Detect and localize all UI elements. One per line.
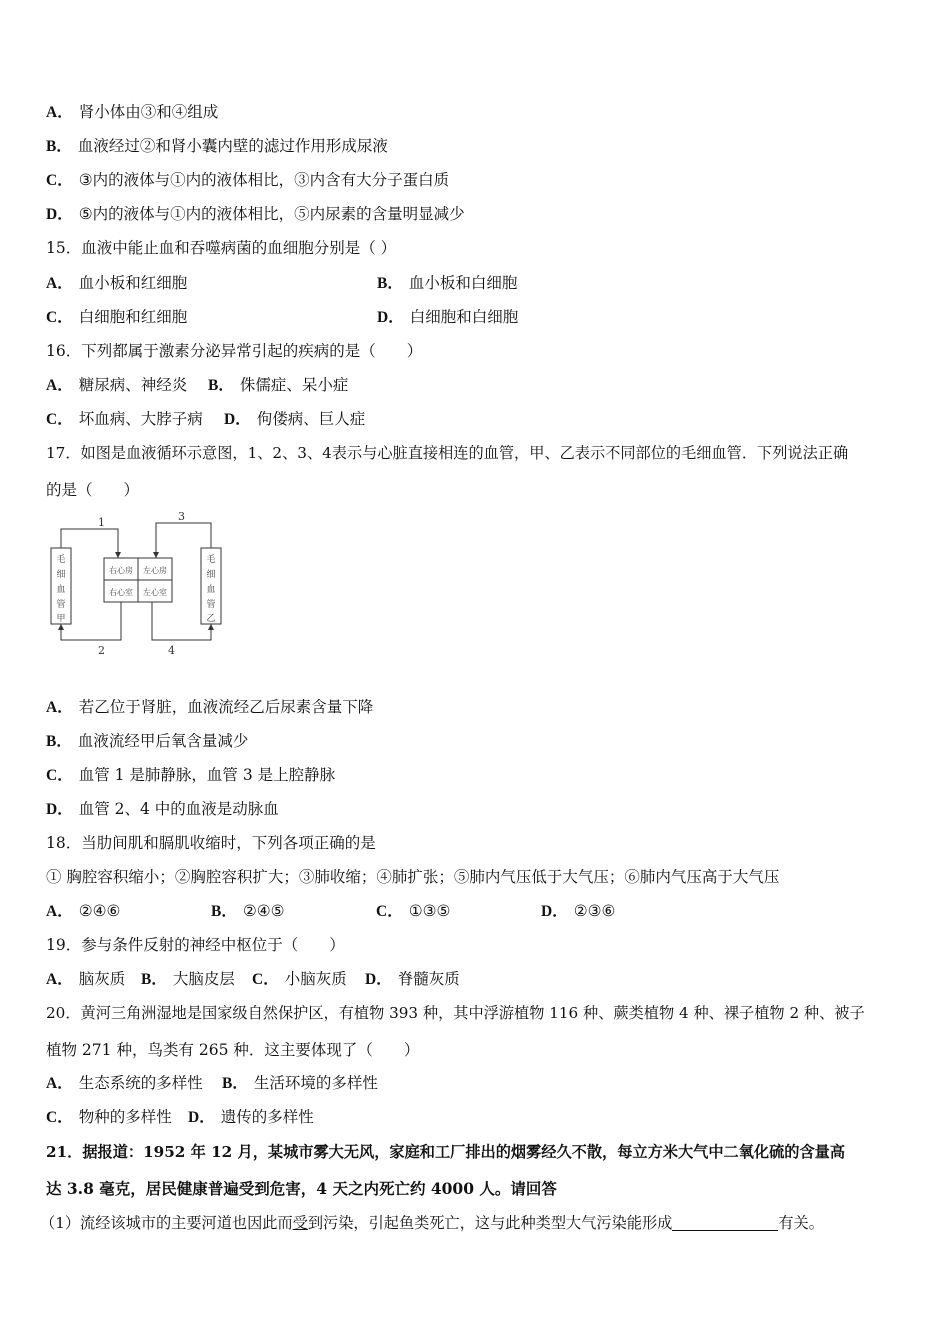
q21-sub1-underlined: 受	[292, 1214, 308, 1232]
q16-stem: 16．下列都属于激素分泌异常引起的疾病的是（ ）	[46, 342, 423, 360]
option-key: A．	[46, 104, 73, 121]
option-key: B．	[211, 903, 237, 920]
q21-sub1	[40, 1213, 824, 1233]
option-text: 小脑灰质	[284, 970, 347, 988]
capillary-yi-char-2: 细	[206, 570, 216, 580]
q18-items: ① 胸腔容积缩小；②胸腔容积扩大；③肺收缩；④肺扩张；⑤肺内气压低于大气压；⑥肺内气压高于大气压	[46, 868, 780, 886]
q19-option-d[interactable]	[365, 969, 460, 990]
vessel-label-4: 4	[168, 644, 175, 657]
q16-option-c[interactable]	[46, 409, 203, 430]
capillary-yi-char-5: 乙	[206, 614, 216, 624]
heart-left-atrium: 左心房	[143, 566, 167, 575]
option-key: D．	[46, 801, 73, 818]
q16-option-d[interactable]	[224, 409, 365, 430]
q20-stem-line2: 植物 271 种，鸟类有 265 种．这主要体现了（ ）	[46, 1041, 420, 1059]
q19-stem: 19．参与条件反射的神经中枢位于（ ）	[46, 936, 345, 954]
capillary-yi-char-1: 毛	[206, 555, 216, 565]
capillary-jia-char-3: 血	[56, 585, 66, 595]
option-text: 白细胞和白细胞	[409, 308, 519, 326]
option-text: 白细胞和红细胞	[78, 308, 188, 326]
capillary-jia-char-2: 细	[56, 570, 66, 580]
arrow-1	[115, 552, 121, 558]
option-key: D．	[46, 206, 73, 223]
option-key: A．	[46, 377, 73, 394]
option-text: 脑灰质	[78, 970, 126, 988]
option-key: C．	[46, 1109, 73, 1126]
q17-option-b[interactable]	[46, 731, 248, 752]
q16-option-b[interactable]	[208, 375, 348, 396]
option-key: B．	[141, 971, 167, 988]
option-text: 若乙位于肾脏，血液流经乙后尿素含量下降	[78, 698, 374, 716]
q14-option-a[interactable]	[46, 102, 218, 123]
heart-left-ventricle: 左心室	[143, 588, 167, 597]
option-key: B．	[208, 377, 234, 394]
q14-option-d[interactable]	[46, 204, 465, 225]
heart-right-atrium: 右心房	[109, 566, 133, 575]
option-text: 脊髓灰质	[397, 970, 460, 988]
q18-stem: 18．当肋间肌和膈肌收缩时，下列各项正确的是	[46, 834, 376, 852]
option-text: 坏血病、大脖子病	[78, 410, 203, 428]
option-key: B．	[377, 275, 403, 292]
option-key: D．	[541, 903, 568, 920]
heart-right-ventricle: 右心室	[109, 588, 133, 597]
option-key: C．	[376, 903, 403, 920]
q18-option-c[interactable]	[376, 901, 450, 922]
q14-option-b[interactable]	[46, 136, 388, 157]
option-text: 糖尿病、神经炎	[78, 376, 188, 394]
option-key: A．	[46, 275, 73, 292]
option-text: 物种的多样性	[78, 1108, 172, 1126]
option-key: C．	[46, 411, 73, 428]
option-text: ②④⑥	[78, 902, 121, 920]
q20-option-c[interactable]	[46, 1107, 172, 1128]
q19-option-a[interactable]	[46, 969, 125, 990]
vessel-4	[152, 602, 211, 640]
option-text: 肾小体由③和④组成	[78, 103, 219, 121]
option-key: B．	[46, 733, 72, 750]
option-text: 血小板和白细胞	[408, 274, 518, 292]
option-key: C．	[46, 767, 73, 784]
option-key: D．	[377, 309, 404, 326]
q19-option-b[interactable]	[141, 969, 235, 990]
capillary-yi-char-4: 管	[206, 600, 216, 610]
option-key: D．	[224, 411, 251, 428]
q20-option-a[interactable]	[46, 1073, 203, 1094]
q15-option-c[interactable]	[46, 307, 187, 328]
q15-option-b[interactable]	[377, 273, 517, 294]
option-text: 遗传的多样性	[220, 1108, 314, 1126]
capillary-jia-char-1: 毛	[56, 555, 66, 565]
q15-stem: 15．血液中能止血和吞噬病菌的血细胞分别是（ ）	[46, 239, 397, 257]
arrow-2	[58, 624, 64, 630]
option-text: 侏儒症、呆小症	[239, 376, 349, 394]
q16-option-a[interactable]	[46, 375, 187, 396]
q17-option-a[interactable]	[46, 697, 373, 718]
vessel-label-3: 3	[178, 510, 185, 523]
option-text: 血小板和红细胞	[78, 274, 188, 292]
q15-option-d[interactable]	[377, 307, 518, 328]
vessel-1	[61, 529, 118, 558]
option-text: 血液经过②和肾小囊内壁的滤过作用形成尿液	[77, 137, 388, 155]
option-key: A．	[46, 699, 73, 716]
vessel-label-2: 2	[98, 644, 105, 657]
option-text: 佝偻病、巨人症	[256, 410, 366, 428]
arrow-4	[208, 624, 214, 630]
option-text: 血管 1 是肺静脉，血管 3 是上腔静脉	[78, 766, 336, 784]
option-key: A．	[46, 971, 73, 988]
option-key: A．	[46, 903, 73, 920]
option-key: C．	[46, 172, 73, 189]
option-text: ③内的液体与①内的液体相比，③内含有大分子蛋白质	[78, 171, 450, 189]
vessel-3	[156, 523, 211, 558]
option-key: B．	[222, 1075, 248, 1092]
q14-option-c[interactable]	[46, 170, 449, 191]
q17-option-d[interactable]	[46, 799, 279, 820]
q15-option-a[interactable]	[46, 273, 187, 294]
capillary-jia-char-4: 管	[56, 600, 66, 610]
vessel-2	[61, 602, 121, 640]
option-key: C．	[252, 971, 279, 988]
arrow-3	[153, 552, 159, 558]
q21-stem-line1: 21．据报道：1952 年 12 月，某城市雾大无风，家庭和工厂排出的烟雾经久不散，每立方米大气中二氧化硫的含量高	[46, 1143, 846, 1161]
option-text: 生活环境的多样性	[253, 1074, 378, 1092]
q21-sub1-text-b: 到污染，引起鱼类死亡，这与此种类型大气污染能形成	[307, 1214, 673, 1232]
q18-option-d[interactable]	[541, 901, 615, 922]
q21-sub1-text-c: 有关。	[778, 1214, 824, 1232]
vessel-label-1: 1	[98, 516, 105, 529]
option-key: B．	[46, 138, 72, 155]
circulation-diagram	[46, 508, 236, 658]
capillary-yi-char-3: 血	[206, 585, 216, 595]
option-key: C．	[46, 309, 73, 326]
option-text: 血液流经甲后氧含量减少	[77, 732, 249, 750]
option-text: 大脑皮层	[172, 970, 235, 988]
q21-sub1-text-a: （1）流经该城市的主要河道也因此而	[40, 1214, 293, 1232]
q19-option-c[interactable]	[252, 969, 347, 990]
option-key: D．	[188, 1109, 215, 1126]
q18-option-a[interactable]	[46, 901, 120, 922]
option-text: ①③⑤	[408, 902, 451, 920]
option-text: ⑤内的液体与①内的液体相比，⑤内尿素的含量明显减少	[78, 205, 465, 223]
q17-stem-line2: 的是（ ）	[46, 481, 140, 499]
option-text: ②③⑥	[573, 902, 616, 920]
q20-stem-line1: 20．黄河三角洲湿地是国家级自然保护区，有植物 393 种，其中浮游植物 116 种、蕨类植物 4 种、裸子植物 2 种、被子	[46, 1004, 865, 1022]
q18-option-b[interactable]	[211, 901, 285, 922]
q20-option-b[interactable]	[222, 1073, 378, 1094]
q21-stem-line2: 达 3.8 毫克，居民健康普遍受到危害，4 天之内死亡约 4000 人。请回答	[46, 1179, 557, 1198]
q20-option-d[interactable]	[188, 1107, 314, 1128]
q17-option-c[interactable]	[46, 765, 335, 786]
option-text: 生态系统的多样性	[78, 1074, 203, 1092]
option-text: ②④⑤	[242, 902, 285, 920]
option-text: 血管 2、4 中的血液是动脉血	[78, 800, 279, 818]
option-key: A．	[46, 1075, 73, 1092]
q17-stem-line1: 17．如图是血液循环示意图，1、2、3、4表示与心脏直接相连的血管，甲、乙表示不同部位的毛细血管．下列说法正确	[46, 444, 849, 462]
answer-blank[interactable]	[672, 1214, 778, 1231]
capillary-jia-char-5: 甲	[56, 614, 66, 624]
option-key: D．	[365, 971, 392, 988]
